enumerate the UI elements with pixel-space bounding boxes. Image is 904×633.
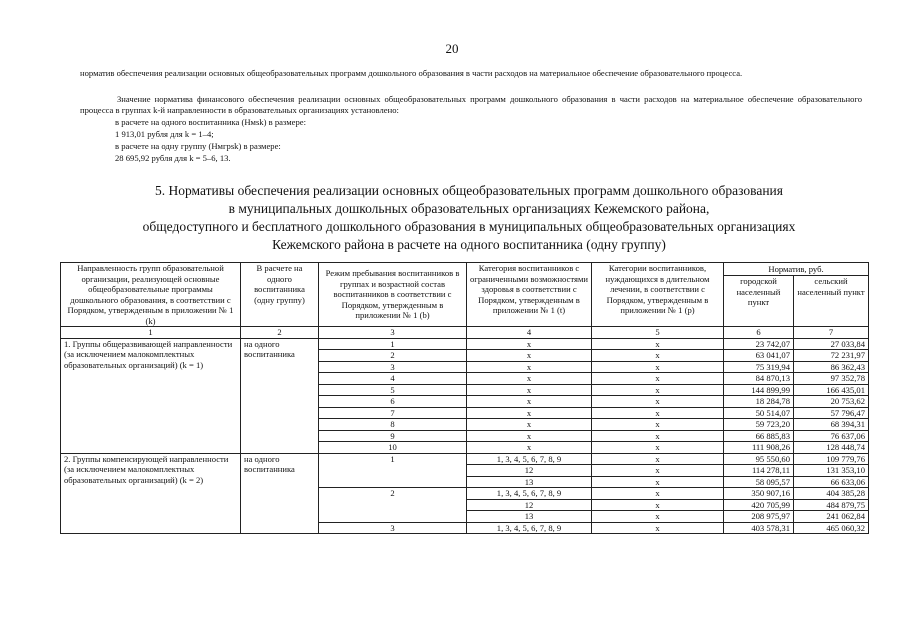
category-ovz-cell: x — [467, 430, 592, 442]
column-number: 3 — [319, 327, 467, 339]
category-ovz-cell: x — [467, 350, 592, 362]
norm-rural-cell: 27 033,84 — [794, 338, 869, 350]
category-ovz-cell: 1, 3, 4, 5, 6, 7, 8, 9 — [467, 488, 592, 500]
norm-rural-cell: 66 633,06 — [794, 476, 869, 488]
category-treatment-cell: x — [592, 407, 724, 419]
header-norm: Норматив, руб. — [724, 263, 869, 276]
norm-rural-cell: 484 879,75 — [794, 499, 869, 511]
mode-cell: 1 — [319, 338, 467, 350]
page-number: 20 — [445, 41, 459, 56]
norm-rural-cell: 20 753,62 — [794, 396, 869, 408]
heading-line-2: в муниципальных дошкольных образовательных организациях Кежемского района, — [228, 201, 710, 216]
category-ovz-cell: x — [467, 407, 592, 419]
norm-city-cell: 420 705,99 — [724, 499, 794, 511]
table-row — [61, 453, 869, 465]
paragraph-1 — [80, 68, 862, 79]
norm-rural-cell: 404 385,28 — [794, 488, 869, 500]
norm-rural-cell: 465 060,32 — [794, 522, 869, 534]
norm-city-cell: 95 550,60 — [724, 453, 794, 465]
category-ovz-cell: x — [467, 396, 592, 408]
line-per-group: в расчете на одну группу (Нмгрsk) в размере: — [115, 141, 281, 151]
mode-cell: 7 — [319, 407, 467, 419]
norm-city-cell: 66 885,83 — [724, 430, 794, 442]
category-ovz-cell: 1, 3, 4, 5, 6, 7, 8, 9 — [467, 453, 592, 465]
group-per-unit: на одного воспитанника — [241, 453, 319, 534]
category-ovz-cell: x — [467, 373, 592, 385]
norm-city-cell: 350 907,16 — [724, 488, 794, 500]
norm-rural-cell: 241 062,84 — [794, 511, 869, 523]
category-treatment-cell: x — [592, 419, 724, 431]
header-per-unit: В расчете на одного воспитанника (одну группу) — [241, 263, 319, 327]
category-ovz-cell: 13 — [467, 511, 592, 523]
line-per-pupil: в расчете на одного воспитанника (Нмsk) в размере: — [115, 117, 306, 127]
norm-city-cell: 208 975,97 — [724, 511, 794, 523]
line-per-pupil-value: 1 913,01 рубля для k = 1–4; — [115, 129, 214, 139]
norm-city-cell: 50 514,07 — [724, 407, 794, 419]
norm-city-cell: 75 319,94 — [724, 361, 794, 373]
heading-line-1: 5. Нормативы обеспечения реализации основных общеобразовательных программ дошкольного образования — [155, 183, 783, 198]
category-treatment-cell: x — [592, 442, 724, 454]
category-treatment-cell: x — [592, 476, 724, 488]
norm-city-cell: 144 899,99 — [724, 384, 794, 396]
mode-cell — [319, 499, 467, 511]
category-treatment-cell: x — [592, 384, 724, 396]
category-ovz-cell: x — [467, 338, 592, 350]
mode-cell — [319, 465, 467, 477]
section-heading — [60, 182, 878, 254]
column-number: 5 — [592, 327, 724, 339]
category-ovz-cell: x — [467, 384, 592, 396]
mode-cell — [319, 476, 467, 488]
norm-rural-cell: 68 394,31 — [794, 419, 869, 431]
category-treatment-cell: x — [592, 465, 724, 477]
heading-line-3: общедоступного и бесплатного дошкольного образования в муниципальных общеобразовательных организациях — [142, 219, 796, 234]
norm-city-cell: 114 278,11 — [724, 465, 794, 477]
mode-cell — [319, 511, 467, 523]
mode-cell: 2 — [319, 350, 467, 362]
category-ovz-cell: x — [467, 419, 592, 431]
category-ovz-cell: x — [467, 442, 592, 454]
norm-city-cell: 58 095,57 — [724, 476, 794, 488]
norm-city-cell: 403 578,31 — [724, 522, 794, 534]
mode-cell: 1 — [319, 453, 467, 465]
norm-rural-cell: 128 448,74 — [794, 442, 869, 454]
column-number: 4 — [467, 327, 592, 339]
category-treatment-cell: x — [592, 499, 724, 511]
column-number: 2 — [241, 327, 319, 339]
category-ovz-cell: 12 — [467, 499, 592, 511]
category-treatment-cell: x — [592, 338, 724, 350]
norm-rural-cell: 166 435,01 — [794, 384, 869, 396]
category-ovz-cell: x — [467, 361, 592, 373]
table-row — [61, 338, 869, 350]
mode-cell: 4 — [319, 373, 467, 385]
category-treatment-cell: x — [592, 488, 724, 500]
category-treatment-cell: x — [592, 522, 724, 534]
header-rural: сельский населенный пункт — [794, 276, 869, 327]
mode-cell: 9 — [319, 430, 467, 442]
norm-rural-cell: 76 637,06 — [794, 430, 869, 442]
norm-rural-cell: 86 362,43 — [794, 361, 869, 373]
group-name: 1. Группы общеразвивающей направленности (за исключением малокомплектных образовательных организаций) (k = 1) — [61, 338, 241, 453]
mode-cell: 3 — [319, 522, 467, 534]
category-treatment-cell: x — [592, 361, 724, 373]
header-direction: Направленность групп образовательной организации, реализующей основные общеобразовательные программы дошкольного образования, в соответствии с Порядком, утвержденным в приложении № 1 (k) — [61, 263, 241, 327]
category-treatment-cell: x — [592, 430, 724, 442]
norm-city-cell: 18 284,78 — [724, 396, 794, 408]
norm-rural-cell: 72 231,97 — [794, 350, 869, 362]
column-number: 1 — [61, 327, 241, 339]
column-number: 7 — [794, 327, 869, 339]
category-treatment-cell: x — [592, 350, 724, 362]
norm-rural-cell: 57 796,47 — [794, 407, 869, 419]
category-treatment-cell: x — [592, 396, 724, 408]
norm-rural-cell: 97 352,78 — [794, 373, 869, 385]
norm-city-cell: 23 742,07 — [724, 338, 794, 350]
paragraph-1-text: норматив обеспечения реализации основных общеобразовательных программ дошкольного образования в части расходов на материальное обеспечение образовательного процесса. — [80, 68, 743, 78]
header-city: городской населенный пункт — [724, 276, 794, 327]
heading-line-4: Кежемского района в расчете на одного воспитанника (одну группу) — [272, 237, 666, 252]
norm-city-cell: 111 908,26 — [724, 442, 794, 454]
norms-table — [60, 262, 869, 534]
line-per-group-value: 28 695,92 рубля для k = 5–6, 13. — [115, 153, 231, 163]
norm-rural-cell: 131 353,10 — [794, 465, 869, 477]
mode-cell: 5 — [319, 384, 467, 396]
paragraph-2: Значение норматива финансового обеспечения реализации основных общеобразовательных программ дошкольного образования в части расходов на материальное обеспечение образовательного процесса в группах k-й направленности в образовательных организациях установлено: — [80, 94, 862, 115]
group-per-unit: на одного воспитанника — [241, 338, 319, 453]
category-ovz-cell: 12 — [467, 465, 592, 477]
mode-cell: 8 — [319, 419, 467, 431]
header-category-ovz: Категория воспитанников с ограниченными возможностями здоровья в соответствии с Порядком, утвержденным в приложении № 1 (t) — [467, 263, 592, 327]
category-treatment-cell: x — [592, 453, 724, 465]
header-category-treatment: Категории воспитанников, нуждающихся в длительном лечении, в соответствии с Порядком, утвержденным в приложении № 1 (p) — [592, 263, 724, 327]
mode-cell: 3 — [319, 361, 467, 373]
norm-city-cell: 84 870,13 — [724, 373, 794, 385]
norm-city-cell: 59 723,20 — [724, 419, 794, 431]
category-treatment-cell: x — [592, 511, 724, 523]
mode-cell: 6 — [319, 396, 467, 408]
category-ovz-cell: 13 — [467, 476, 592, 488]
column-number: 6 — [724, 327, 794, 339]
group-name: 2. Группы компенсирующей направленности (за исключением малокомплектных образовательных организаций) (k = 2) — [61, 453, 241, 534]
header-mode: Режим пребывания воспитанников в группах и возрастной состав воспитанников в соответствии с Порядком, утвержденным в приложении № 1 (b) — [319, 263, 467, 327]
norm-city-cell: 63 041,07 — [724, 350, 794, 362]
category-treatment-cell: x — [592, 373, 724, 385]
category-ovz-cell: 1, 3, 4, 5, 6, 7, 8, 9 — [467, 522, 592, 534]
mode-cell: 10 — [319, 442, 467, 454]
mode-cell: 2 — [319, 488, 467, 500]
norm-rural-cell: 109 779,76 — [794, 453, 869, 465]
